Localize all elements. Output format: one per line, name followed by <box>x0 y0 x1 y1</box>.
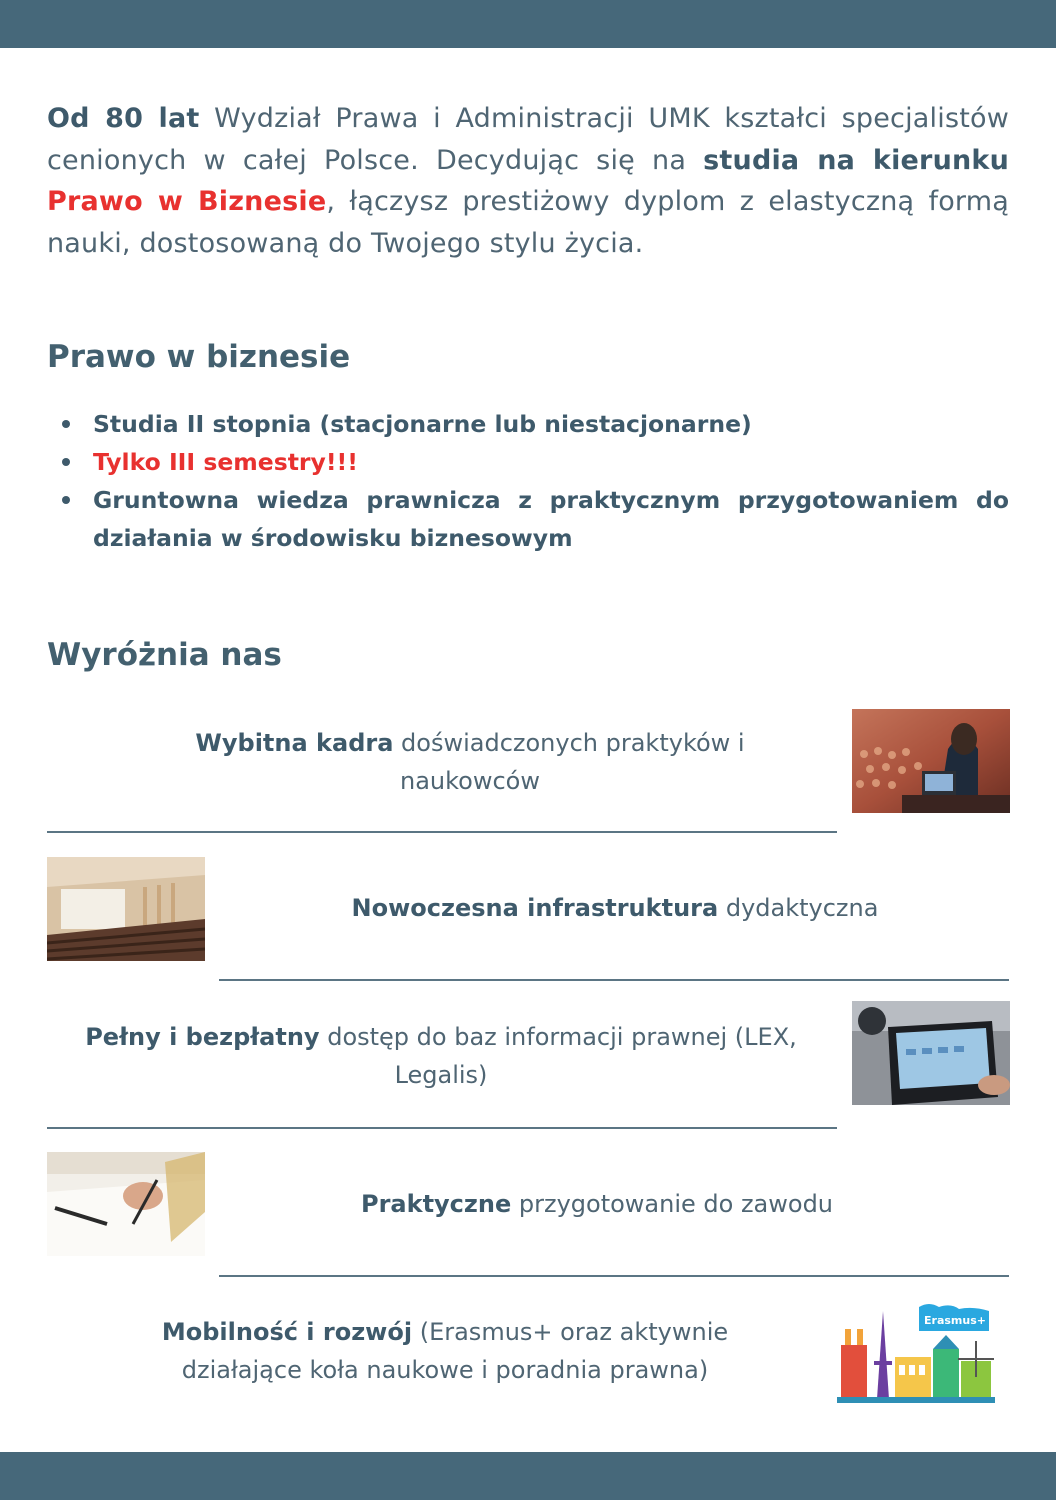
divider-line <box>47 831 837 833</box>
bullet-item: Gruntowna wiedza prawnicza z praktycznym przygotowaniem do działania w środowisku biznesowym <box>47 481 1009 557</box>
feature-practical-text: przygotowanie do zawodu <box>511 1190 834 1218</box>
erasmus-illustration <box>837 1299 995 1403</box>
section-title-program: Prawo w biznesie <box>47 339 351 375</box>
feature-databases-text: dostęp do baz informacji prawnej (LEX, Legalis) <box>319 1023 797 1089</box>
feature-databases-bold: Pełny i bezpłatny <box>85 1023 320 1051</box>
bullet-item: Studia II stopnia (stacjonarne lub niestacjonarne) <box>47 405 1009 443</box>
feature-practical <box>300 1185 894 1223</box>
feature-infrastructure-bold: Nowoczesna infrastruktura <box>351 894 719 922</box>
intro-bold-studia: studia na kierunku <box>703 144 1009 176</box>
intro-text-1: Wydział Prawa i Administracji UMK kształci specjalistów cenionych w całej Polsce. Decydując się na <box>47 103 1009 176</box>
auditorium-photo <box>47 857 205 961</box>
bullet-item-highlight: Tylko III semestry!!! <box>47 443 1009 481</box>
intro-lead: Od 80 lat <box>47 103 200 134</box>
program-bullets <box>47 405 1009 557</box>
feature-databases <box>80 1018 802 1094</box>
divider-line <box>47 1127 837 1129</box>
laptop-photo <box>852 1001 1010 1105</box>
intro-paragraph <box>47 98 1009 264</box>
erasmus-logo-text: Erasmus+ <box>924 1314 986 1327</box>
section-title-features: Wyróżnia nas <box>47 637 282 673</box>
divider-line <box>219 1275 1009 1277</box>
feature-faculty-bold: Wybitna kadra <box>195 729 394 757</box>
divider-line <box>219 979 1009 981</box>
feature-practical-bold: Praktyczne <box>360 1190 512 1218</box>
feature-mobility-text: (Erasmus+ oraz aktywnie działające koła naukowe i poradnia prawna) <box>181 1318 729 1384</box>
intro-program-name: Prawo w Biznesie <box>47 186 327 217</box>
feature-infrastructure-text: dydaktyczna <box>718 894 879 922</box>
lecture-photo <box>852 709 1010 813</box>
feature-mobility-bold: Mobilność i rozwój <box>161 1318 413 1346</box>
writing-photo <box>47 1152 205 1256</box>
feature-infrastructure <box>300 889 930 927</box>
feature-faculty-text: doświadczonych praktyków i naukowców <box>393 729 745 795</box>
bottom-band <box>0 1452 1056 1500</box>
feature-mobility <box>110 1313 780 1389</box>
feature-faculty <box>150 724 790 800</box>
intro-text-2: , łączysz prestiżowy dyplom z elastyczną formą nauki, dostosowaną do Twojego stylu życia. <box>47 186 1010 259</box>
top-band <box>0 0 1056 48</box>
